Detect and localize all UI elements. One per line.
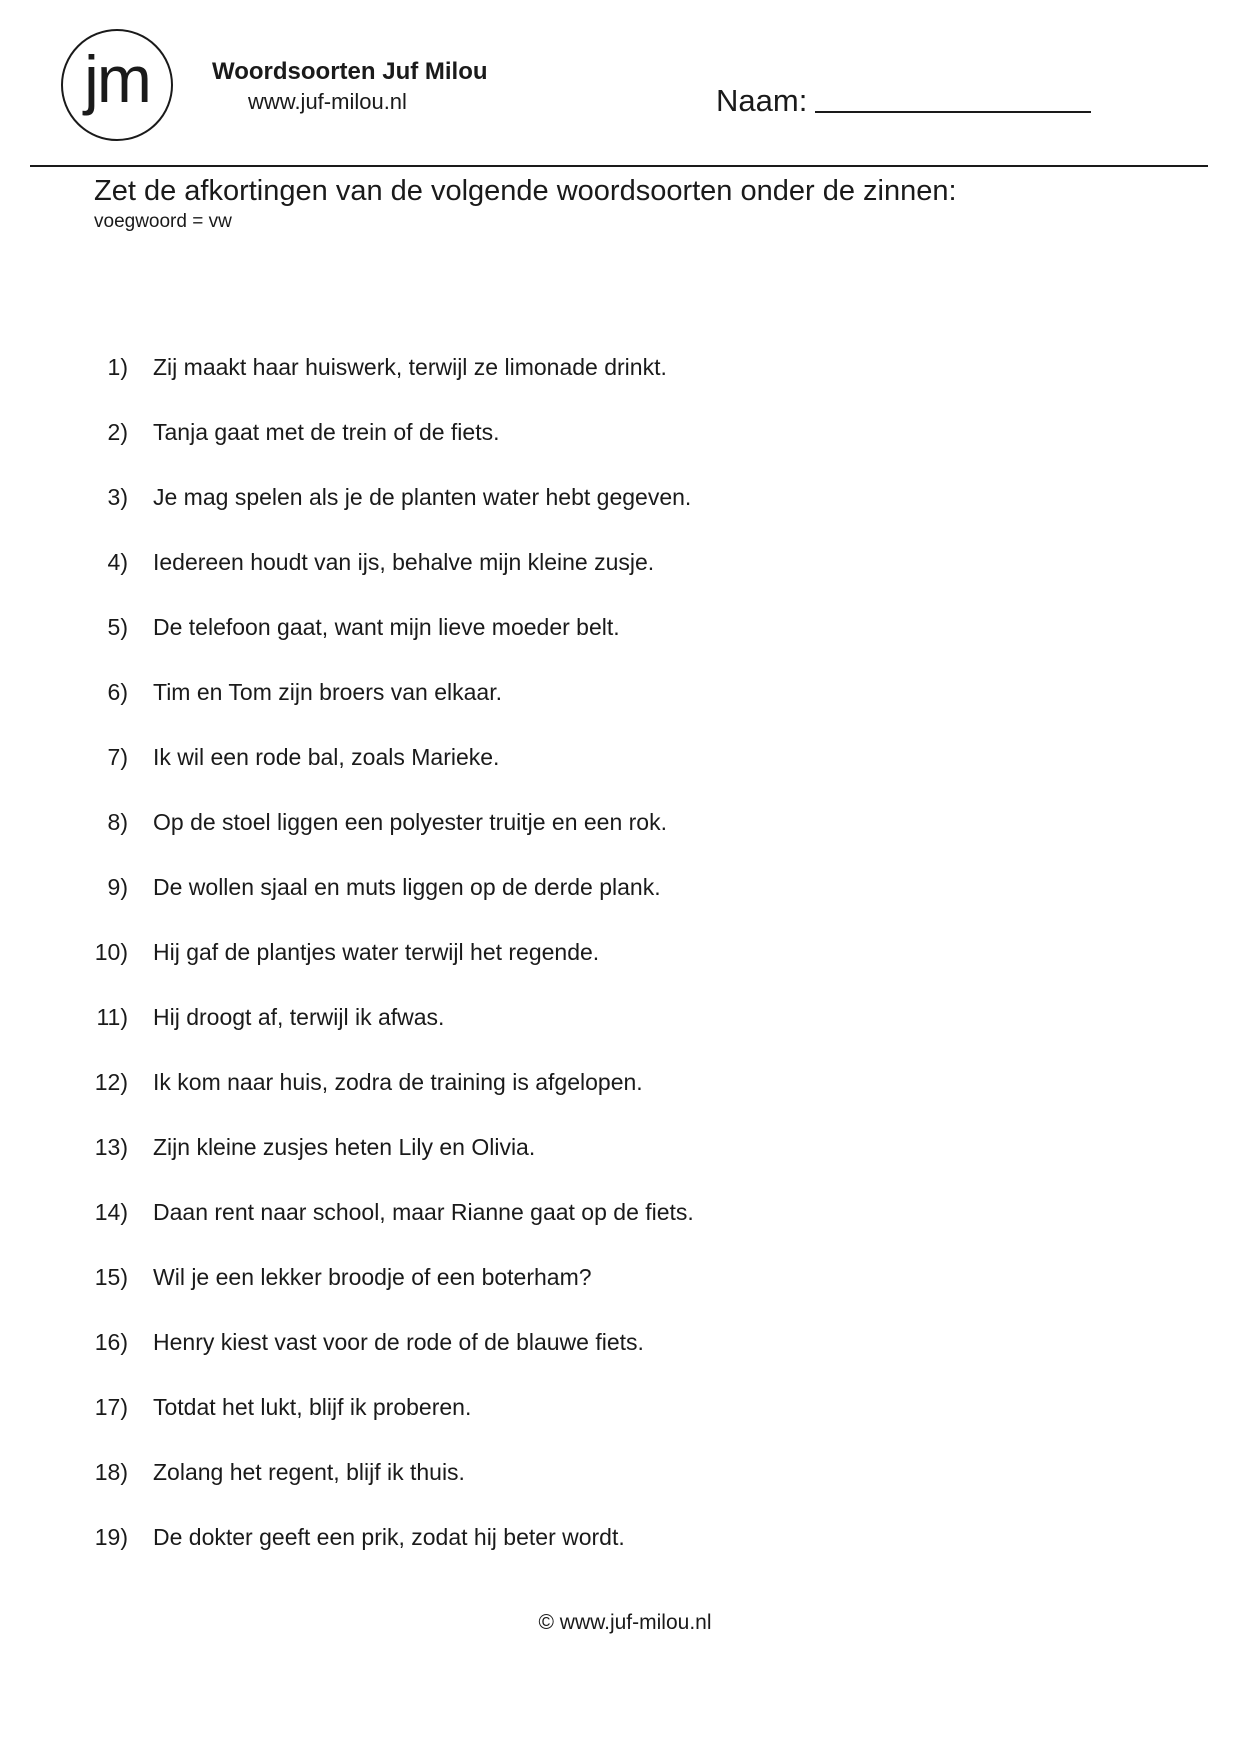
abbreviation-legend: voegwoord = vw — [94, 211, 232, 232]
sentence-item — [0, 874, 1240, 939]
sentence-item — [0, 419, 1240, 484]
sentence-number: 5) — [107, 614, 128, 640]
brand-url: www.juf-milou.nl — [248, 89, 407, 114]
sentence-number: 15) — [94, 1264, 128, 1290]
sentence-item — [0, 1264, 1240, 1329]
sentence-item — [0, 1394, 1240, 1459]
footer-copyright: © www.juf-milou.nl — [538, 1611, 712, 1634]
sentence-text: Iedereen houdt van ijs, behalve mijn kleine zusje. — [153, 549, 655, 575]
sentence-item — [0, 679, 1240, 744]
sentence-item — [0, 1524, 1240, 1589]
sentence-list — [0, 354, 1240, 1589]
sentence-number: 12) — [94, 1069, 128, 1095]
brand-title: Woordsoorten Juf Milou — [212, 58, 488, 85]
sentence-number: 18) — [94, 1459, 128, 1485]
sentence-text: Totdat het lukt, blijf ik proberen. — [153, 1394, 472, 1420]
sentence-text: De wollen sjaal en muts liggen op de derde plank. — [153, 874, 661, 900]
sentence-number: 7) — [107, 744, 128, 770]
instruction-text: Zet de afkortingen van de volgende woordsoorten onder de zinnen: — [94, 175, 957, 207]
sentence-item — [0, 809, 1240, 874]
sentence-text: Daan rent naar school, maar Rianne gaat op de fiets. — [153, 1199, 694, 1225]
sentence-text: Wil je een lekker broodje of een boterham? — [153, 1264, 592, 1290]
sentence-number: 4) — [107, 549, 128, 575]
sentence-text: Op de stoel liggen een polyester truitje en een rok. — [153, 809, 667, 835]
sentence-item — [0, 744, 1240, 809]
sentence-item — [0, 484, 1240, 549]
sentence-text: Hij droogt af, terwijl ik afwas. — [153, 1004, 445, 1030]
sentence-number: 13) — [94, 1134, 128, 1160]
sentence-item — [0, 1329, 1240, 1394]
sentence-item — [0, 1459, 1240, 1524]
sentence-item — [0, 354, 1240, 419]
header-divider — [30, 165, 1208, 167]
sentence-number: 19) — [94, 1524, 128, 1550]
sentence-number: 6) — [107, 679, 128, 705]
sentence-text: Tanja gaat met de trein of de fiets. — [153, 419, 500, 445]
sentence-item — [0, 1004, 1240, 1069]
logo-text: jm — [84, 42, 150, 116]
name-field — [716, 84, 1091, 118]
sentence-number: 17) — [94, 1394, 128, 1420]
sentence-item — [0, 1199, 1240, 1264]
sentence-text: Zolang het regent, blijf ik thuis. — [153, 1459, 465, 1485]
sentence-text: Je mag spelen als je de planten water hebt gegeven. — [153, 484, 692, 510]
sentence-text: Henry kiest vast voor de rode of de blauwe fiets. — [153, 1329, 644, 1355]
sentence-number: 9) — [107, 874, 128, 900]
sentence-number: 2) — [107, 419, 128, 445]
sentence-text: De telefoon gaat, want mijn lieve moeder belt. — [153, 614, 620, 640]
sentence-text: Hij gaf de plantjes water terwijl het regende. — [153, 939, 600, 965]
sentence-text: Ik wil een rode bal, zoals Marieke. — [153, 744, 500, 770]
sentence-text: Zij maakt haar huiswerk, terwijl ze limonade drinkt. — [153, 354, 667, 380]
sentence-text: Zijn kleine zusjes heten Lily en Olivia. — [153, 1134, 536, 1160]
sentence-number: 14) — [94, 1199, 128, 1225]
sentence-number: 11) — [96, 1004, 128, 1030]
sentence-text: Ik kom naar huis, zodra de training is afgelopen. — [153, 1069, 643, 1095]
name-label: Naam: — [716, 83, 808, 118]
sentence-item — [0, 939, 1240, 1004]
sentence-number: 8) — [107, 809, 128, 835]
sentence-number: 10) — [94, 939, 128, 965]
sentence-item — [0, 549, 1240, 614]
logo — [61, 29, 173, 141]
sentence-number: 3) — [107, 484, 128, 510]
name-blank-line — [815, 111, 1091, 113]
sentence-item — [0, 1069, 1240, 1134]
sentence-number: 16) — [94, 1329, 128, 1355]
sentence-item — [0, 614, 1240, 679]
sentence-text: De dokter geeft een prik, zodat hij beter wordt. — [153, 1524, 625, 1550]
sentence-text: Tim en Tom zijn broers van elkaar. — [153, 679, 502, 705]
sentence-item — [0, 1134, 1240, 1199]
sentence-number: 1) — [107, 354, 128, 380]
